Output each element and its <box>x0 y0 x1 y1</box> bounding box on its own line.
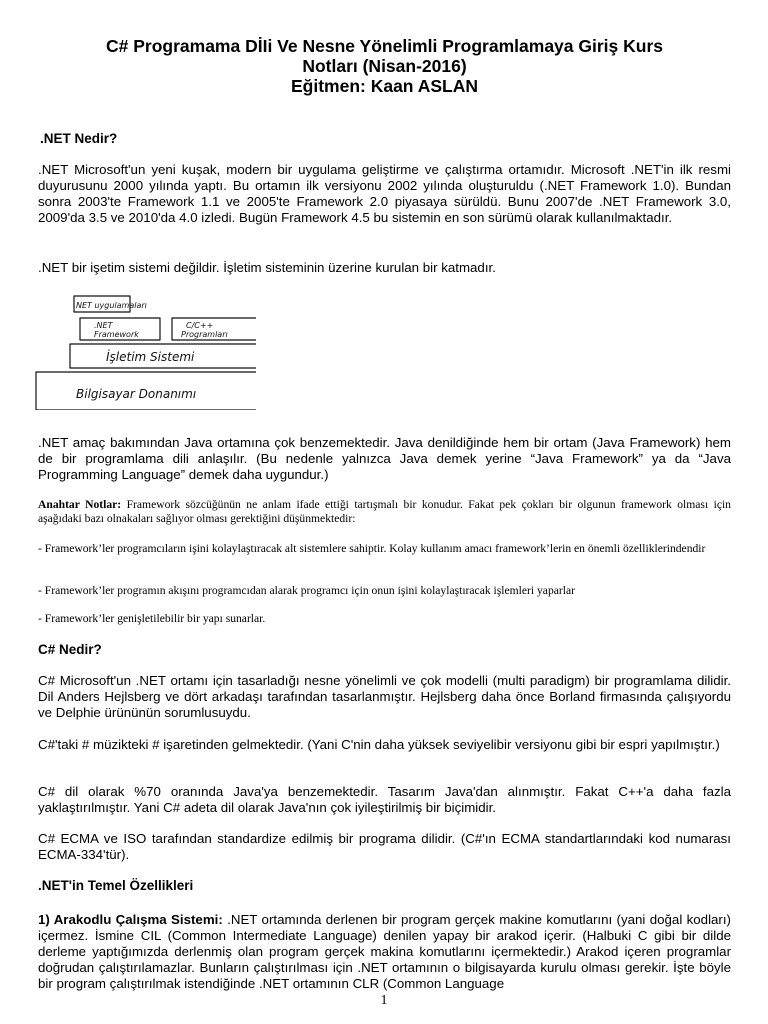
notes-label: Anahtar Notlar: <box>38 498 122 511</box>
notes-text: Framework sözcüğünün ne anlam ifade ettiği tartışmalı bir konudur. Fakat pek çokları bir olgunun framework olması için aşağıdaki bazı olnakaları sağlıyor olması gerektiğini düşünmektedir: <box>38 498 731 525</box>
csharp-heading: C# Nedir? <box>38 642 102 657</box>
notes-item-3: - Framework’ler genişletilebilir bir yapı sunarlar. <box>38 612 266 625</box>
notes-item-1: - Framework’ler programcıların işini kolaylaştıracak alt sistemlere sahiptir. Kolay kullanım amacı framework’lerin en önemli özelliklerindendir <box>38 542 706 555</box>
cpp-label-2: Programları <box>181 330 228 339</box>
framework-label-1: .NET <box>94 321 113 330</box>
os-label: İşletim Sistemi <box>106 350 195 364</box>
net-heading: .NET Nedir? <box>40 131 118 146</box>
apps-label: NET uygulamaları <box>76 301 147 310</box>
features-item-1-label: 1) Arakodlu Çalışma Sistemi: <box>38 912 223 927</box>
hardware-label: Bilgisayar Donanımı <box>76 387 197 401</box>
csharp-paragraph-4: C# ECMA ve ISO tarafından standardize edilmiş bir programa dilidir. (C#'ın ECMA standartlarındaki kod numarası ECMA-334'tür). <box>38 831 731 862</box>
framework-label-2: Framework <box>94 330 139 339</box>
csharp-paragraph-2: C#'taki # müzikteki # işaretinden gelmektedir. (Yani C'nin daha yüksek seviyelibir versiyonu gibi bir espri yapılmıştır.) <box>38 737 720 752</box>
csharp-paragraph-3: C# dil olarak %70 oranında Java'ya benzemektedir. Tasarım Java'dan alınmıştır. Fakat C++'a daha fazla yaklaştırılmıştır. Yani C# adeta dil olarak Java'nın çok iyileştirilmiş bir biçimidir. <box>38 784 731 815</box>
net-paragraph-3: .NET amaç bakımından Java ortamına çok benzemektedir. Java denildiğinde hem bir ortam (Java Framework) hem de bir programlama dili anlaşılır. (Bu nedenle yalnızca Java demek yerine “Java Framework” ya da “Java Programming Language” demek daha uygundur.) <box>38 435 731 482</box>
title-line-1: C# Programama DİIi Ve Nesne Yönelimli Programlamaya Giriş Kurs <box>106 36 663 56</box>
cpp-label-1: C/C++ <box>186 321 214 330</box>
net-paragraph-2: .NET bir işetim sistemi değildir. İşletim sisteminin üzerine kurulan bir katmadır. <box>38 260 496 275</box>
notes-item-2: - Framework’ler programın akışını programcıdan alarak programcı için onun işini kolaylaştıracak işlemleri yaparlar <box>38 584 575 597</box>
features-item-1-text: .NET ortamında derlenen bir program gerçek makine komutlarını (yani doğal kodları) içermez. İsmine CIL (Common Intermediate Language) denilen yapay bir arakod içerir. (Halbuki C gibi bir dilde derleme yaptığımızda derlenmiş olan program gerçek makina komutlarını içermektedir.) Arakod içeren programlar doğrudan çalıştırılamazlar. Bunların çalıştırılması için .NET ortamının o bilgisayarda kurulu olması gerekir. İşte böyle bir program çalıştırılmak istendiğinde .NET ortamının CLR (Common Language <box>38 912 731 991</box>
architecture-sketch <box>26 260 256 410</box>
page-number: 1 <box>380 993 388 1008</box>
features-item-1 <box>38 912 731 992</box>
csharp-paragraph-1: C# Microsoft'un .NET ortamı için tasarladığı nesne yönelimli ve çok modelli (multi paradigm) bir programlama dilidir. Dil Anders Hejlsberg ve dört arkadaşı tarafından tasarlanmıştır. Hejlsberg daha önce Borland firmasında çalışıyordu ve Delphie ürününün sorumlusuydu. <box>38 673 731 720</box>
features-heading: .NET'in Temel Özellikleri <box>38 878 194 893</box>
title-line-3: Eğitmen: Kaan ASLAN <box>290 76 478 96</box>
title-line-2: Notları (Nisan-2016) <box>302 56 467 76</box>
net-paragraph-1: .NET Microsoft'un yeni kuşak, modern bir uygulama geliştirme ve çalıştırma ortamıdır. Microsoft .NET'in ilk resmi duyurusunu 2000 yılında yaptı. Bu ortamın ilk versiyonu 2002 yılında oluşturuldu (.NET Framework 1.0). Bundan sonra 2003'te Framework 1.1 ve 2005'te Framework 2.0 piyasaya sürüldü. Bunu 2007'de .NET Framework 3.0, 2009'da 3.5 ve 2010'da 4.0 izledi. Bugün Framework 4.5 bu sistemin en son sürümü olarak kullanılmaktadır. <box>38 162 731 225</box>
document-title <box>38 36 731 96</box>
notes-paragraph <box>38 498 731 526</box>
